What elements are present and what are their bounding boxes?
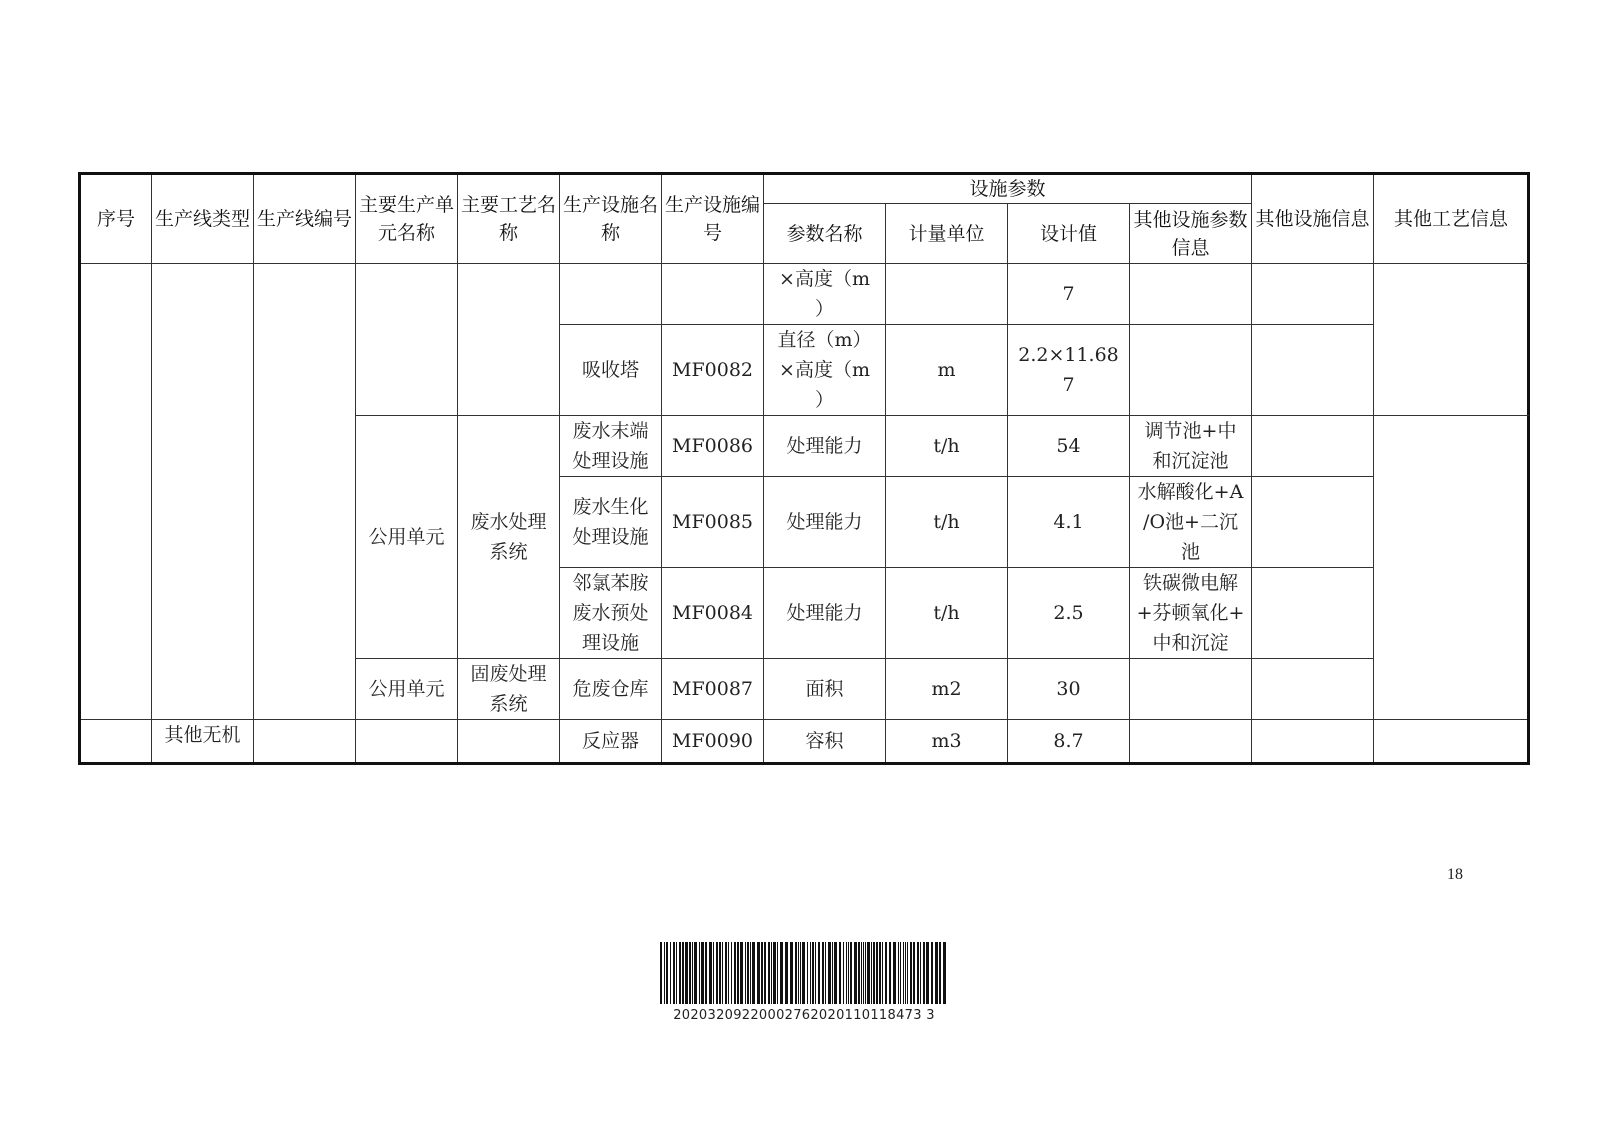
barcode-bar xyxy=(737,942,739,1004)
barcode-bar xyxy=(694,942,697,1004)
param-name-cell: ×高度（m ） xyxy=(764,264,886,325)
other-param-info-cell xyxy=(1130,659,1252,720)
barcode-bar xyxy=(913,942,915,1004)
barcode-bar xyxy=(731,942,732,1004)
other-facility-info-cell xyxy=(1252,325,1374,416)
barcode-bar xyxy=(846,942,847,1004)
other-param-info-cell: 铁碳微电解 +芬顿氧化+ 中和沉淀 xyxy=(1130,568,1252,659)
facility-name-cell xyxy=(560,264,662,325)
barcode-bar xyxy=(780,942,783,1004)
facility-no-cell: MF0087 xyxy=(662,659,764,720)
main-process-cell xyxy=(458,720,560,764)
facility-name-cell: 吸收塔 xyxy=(560,325,662,416)
other-process-info-cell xyxy=(1374,416,1529,720)
facility-parameter-table xyxy=(78,172,1530,765)
barcode-bar xyxy=(716,942,718,1004)
header-main-unit: 主要生产单 元名称 xyxy=(356,174,458,264)
barcode-bar xyxy=(885,942,887,1004)
unit-cell: m2 xyxy=(886,659,1008,720)
barcode-bar xyxy=(889,942,891,1004)
barcode-bar xyxy=(745,942,746,1004)
barcode-bar xyxy=(790,942,793,1004)
other-param-info-cell: 水解酸化+A /O池+二沉 池 xyxy=(1130,477,1252,568)
header-design-value: 设计值 xyxy=(1008,204,1130,264)
design-value-cell: 2.2×11.68 7 xyxy=(1008,325,1130,416)
other-facility-info-cell xyxy=(1252,416,1374,477)
main-unit-cell xyxy=(356,264,458,416)
main-process-cell xyxy=(458,264,560,416)
barcode-bar xyxy=(807,942,808,1004)
main-process-cell: 固废处理 系统 xyxy=(458,659,560,720)
header-other-param-info: 其他设施参数 信息 xyxy=(1130,204,1252,264)
seq-cell xyxy=(80,264,152,720)
barcode-bar xyxy=(905,942,906,1004)
barcode-bar xyxy=(822,942,824,1004)
param-name-cell: 面积 xyxy=(764,659,886,720)
barcode-bar xyxy=(863,942,864,1004)
barcode-bar xyxy=(676,942,677,1004)
header-facility-params: 设施参数 xyxy=(764,174,1252,204)
facility-name-cell: 废水末端 处理设施 xyxy=(560,416,662,477)
other-process-info-cell xyxy=(1374,720,1529,764)
other-facility-info-cell xyxy=(1252,477,1374,568)
header-facility-name: 生产设施名 称 xyxy=(560,174,662,264)
barcode-bar xyxy=(867,942,870,1004)
barcode-bar xyxy=(900,942,901,1004)
barcode-bar xyxy=(773,942,776,1004)
barcode-bar xyxy=(923,942,925,1004)
barcode-bar xyxy=(876,942,878,1004)
facility-no-cell: MF0084 xyxy=(662,568,764,659)
facility-name-cell: 危废仓库 xyxy=(560,659,662,720)
barcode-bar xyxy=(713,942,714,1004)
facility-name-cell: 废水生化 处理设施 xyxy=(560,477,662,568)
barcode-bar xyxy=(943,942,946,1004)
header-line-type: 生产线类型 xyxy=(152,174,254,264)
line-type-cell: 其他无机 xyxy=(152,720,254,764)
barcode-bar xyxy=(818,942,820,1004)
facility-no-cell xyxy=(662,264,764,325)
design-value-cell: 8.7 xyxy=(1008,720,1130,764)
barcode-bar xyxy=(910,942,912,1004)
facility-no-cell: MF0082 xyxy=(662,325,764,416)
barcode-bar xyxy=(734,942,736,1004)
barcode-bar xyxy=(802,942,805,1004)
header-other-facility-info: 其他设施信息 xyxy=(1252,174,1374,264)
barcode-bar xyxy=(771,942,772,1004)
unit-cell xyxy=(886,264,1008,325)
barcode-bar xyxy=(750,942,751,1004)
barcode-bar xyxy=(815,942,816,1004)
barcode-bar xyxy=(850,942,852,1004)
main-unit-cell: 公用单元 xyxy=(356,659,458,720)
param-name-cell: 直径（m） ×高度（m ） xyxy=(764,325,886,416)
barcode-bar xyxy=(861,942,862,1004)
barcode-bar xyxy=(795,942,797,1004)
barcode-bar xyxy=(832,942,833,1004)
main-unit-cell: 公用单元 xyxy=(356,416,458,659)
other-process-info-cell xyxy=(1374,264,1529,416)
barcode-bar xyxy=(882,942,883,1004)
barcode-bar xyxy=(879,942,881,1004)
unit-cell: t/h xyxy=(886,416,1008,477)
other-param-info-cell: 调节池+中 和沉淀池 xyxy=(1130,416,1252,477)
barcode-bar xyxy=(692,942,693,1004)
barcode-bar xyxy=(740,942,743,1004)
facility-name-cell: 反应器 xyxy=(560,720,662,764)
line-type-cell xyxy=(152,264,254,720)
param-name-cell: 容积 xyxy=(764,720,886,764)
param-name-cell: 处理能力 xyxy=(764,568,886,659)
barcode-bar xyxy=(935,942,938,1004)
barcode-bar xyxy=(660,942,662,1004)
barcode-bar xyxy=(854,942,857,1004)
param-name-cell: 处理能力 xyxy=(764,477,886,568)
header-line-no: 生产线编号 xyxy=(254,174,356,264)
other-facility-info-cell xyxy=(1252,720,1374,764)
barcode-bar xyxy=(812,942,814,1004)
facility-name-cell: 邻氯苯胺 废水预处 理设施 xyxy=(560,568,662,659)
design-value-cell: 30 xyxy=(1008,659,1130,720)
line-no-cell xyxy=(254,264,356,720)
barcode-bar xyxy=(768,942,770,1004)
barcode-bar xyxy=(917,942,919,1004)
barcode-bar xyxy=(810,942,811,1004)
page-number: 18 xyxy=(1447,866,1463,883)
other-facility-info-cell xyxy=(1252,659,1374,720)
barcode-bar xyxy=(728,942,729,1004)
design-value-cell: 2.5 xyxy=(1008,568,1130,659)
barcode-image xyxy=(660,942,948,1004)
barcode-bar xyxy=(747,942,749,1004)
header-unit: 计量单位 xyxy=(886,204,1008,264)
barcode-bar xyxy=(777,942,778,1004)
line-no-cell xyxy=(254,720,356,764)
barcode-bar xyxy=(920,942,921,1004)
other-param-info-cell xyxy=(1130,325,1252,416)
barcode-bar xyxy=(722,942,723,1004)
barcode-bar xyxy=(757,942,760,1004)
param-name-cell: 处理能力 xyxy=(764,416,886,477)
barcode-bar xyxy=(685,942,688,1004)
facility-no-cell: MF0090 xyxy=(662,720,764,764)
design-value-cell: 7 xyxy=(1008,264,1130,325)
main-process-cell: 废水处理 系统 xyxy=(458,416,560,659)
unit-cell: m3 xyxy=(886,720,1008,764)
facility-no-cell: MF0086 xyxy=(662,416,764,477)
barcode-bar xyxy=(673,942,675,1004)
other-param-info-cell xyxy=(1130,264,1252,325)
header-main-process: 主要工艺名 称 xyxy=(458,174,560,264)
unit-cell: t/h xyxy=(886,477,1008,568)
barcode-bar xyxy=(798,942,799,1004)
design-value-cell: 4.1 xyxy=(1008,477,1130,568)
barcode-bar xyxy=(761,942,763,1004)
barcode-bar xyxy=(701,942,704,1004)
seq-cell xyxy=(80,720,152,764)
header-facility-no: 生产设施编 号 xyxy=(662,174,764,264)
barcode-bar xyxy=(752,942,755,1004)
barcode-bar xyxy=(800,942,801,1004)
facility-no-cell: MF0085 xyxy=(662,477,764,568)
barcode-bar xyxy=(865,942,866,1004)
barcode-bar xyxy=(926,942,929,1004)
header-param-name: 参数名称 xyxy=(764,204,886,264)
table-row xyxy=(80,720,1529,764)
barcode-bar xyxy=(682,942,684,1004)
barcode-bar xyxy=(785,942,788,1004)
unit-cell: m xyxy=(886,325,1008,416)
barcode-bar xyxy=(689,942,691,1004)
barcode-bar xyxy=(664,942,665,1004)
header-seq: 序号 xyxy=(80,174,152,264)
barcode-bar xyxy=(871,942,872,1004)
barcode-bar xyxy=(699,942,700,1004)
unit-cell: t/h xyxy=(886,568,1008,659)
barcode-bar xyxy=(873,942,875,1004)
barcode-bar xyxy=(825,942,826,1004)
barcode-bar xyxy=(939,942,941,1004)
other-param-info-cell xyxy=(1130,720,1252,764)
barcode-bar xyxy=(719,942,721,1004)
barcode-bar xyxy=(709,942,712,1004)
design-value-cell: 54 xyxy=(1008,416,1130,477)
barcode-bar xyxy=(725,942,727,1004)
barcode-bar xyxy=(705,942,707,1004)
barcode-bar xyxy=(931,942,933,1004)
barcode-bar xyxy=(893,942,896,1004)
other-facility-info-cell xyxy=(1252,264,1374,325)
barcode-bar xyxy=(843,942,844,1004)
barcode-bar xyxy=(839,942,841,1004)
table-row xyxy=(80,264,1529,325)
barcode-bar xyxy=(670,942,671,1004)
other-facility-info-cell xyxy=(1252,568,1374,659)
barcode-bar xyxy=(679,942,681,1004)
barcode-bar xyxy=(858,942,860,1004)
barcode-bar xyxy=(898,942,899,1004)
barcode-bar xyxy=(764,942,766,1004)
barcode-bar xyxy=(903,942,904,1004)
barcode-bar xyxy=(828,942,831,1004)
barcode-bar xyxy=(907,942,908,1004)
header-other-process-info: 其他工艺信息 xyxy=(1374,174,1529,264)
barcode-bar xyxy=(848,942,849,1004)
barcode-digits: 20203209220002762020110118473 3 xyxy=(673,1008,935,1023)
main-unit-cell xyxy=(356,720,458,764)
barcode-bar xyxy=(834,942,837,1004)
barcode-bar xyxy=(666,942,668,1004)
